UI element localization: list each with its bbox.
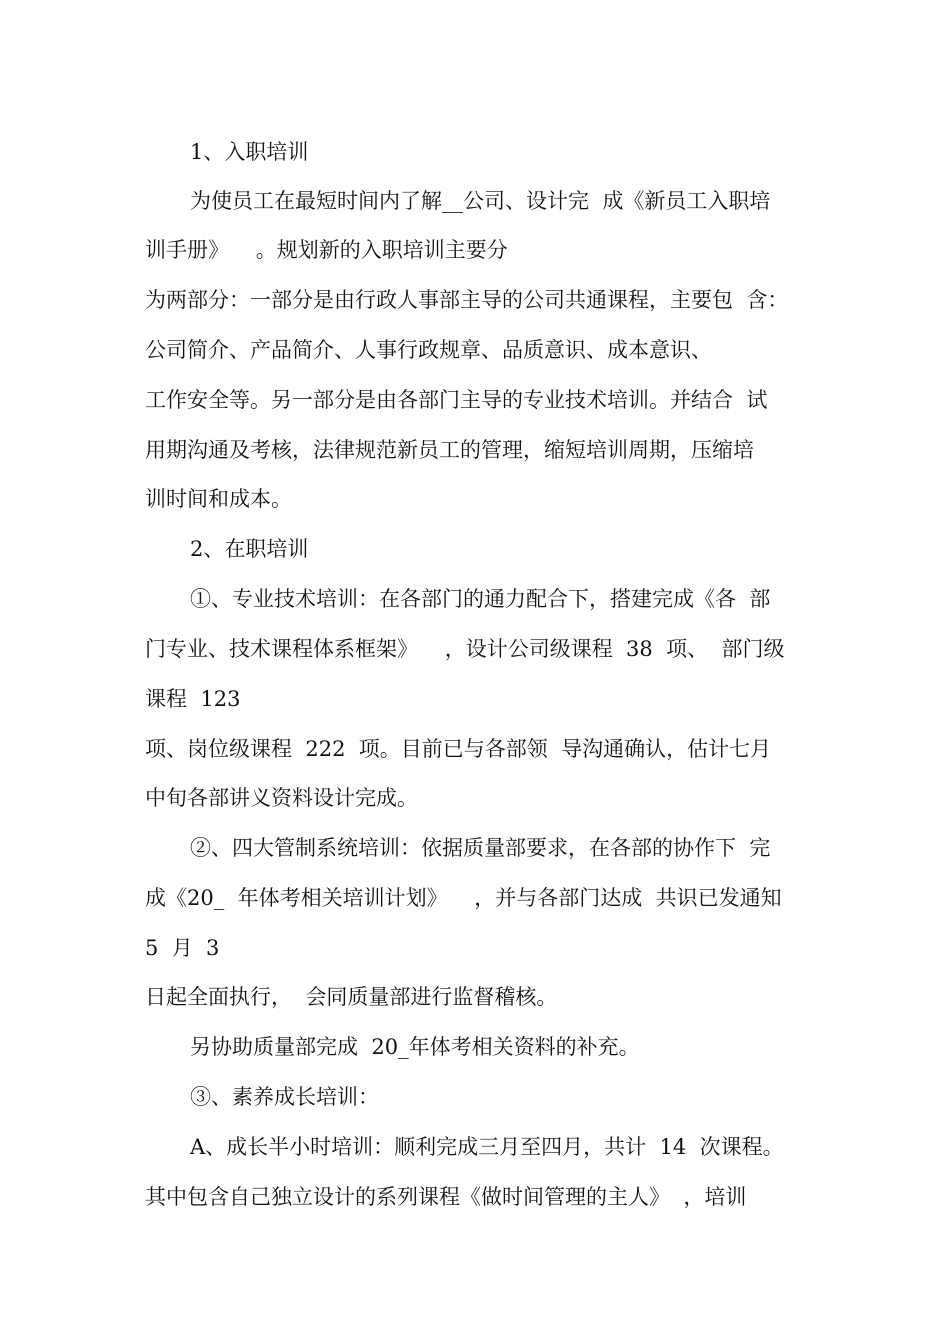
paragraph-line: 5 月 3 — [145, 936, 220, 960]
paragraph-line: 项、岗位级课程 222 项。目前已与各部领 导沟通确认，估计七月 — [145, 737, 772, 761]
heading-on-job-training: 2、在职培训 — [190, 537, 309, 561]
paragraph-line: A、成长半小时培训：顺利完成三月至四月，共计 14 次课程。 — [190, 1135, 784, 1159]
paragraph-line: 训时间和成本。 — [145, 487, 292, 511]
paragraph-line: 工作安全等。另一部分是由各部门主导的专业技术培训。并结合 试 — [145, 388, 768, 412]
paragraph-line: 为使员工在最短时间内了解__公司、设计完 成《新员工入职培 — [190, 189, 771, 213]
paragraph-line: 成《20_ 年体考相关培训计划》 ，并与各部门达成 共识已发通知 — [145, 886, 782, 910]
paragraph-line: 公司简介、产品简介、人事行政规章、品质意识、成本意识、 — [145, 338, 712, 362]
paragraph-line: ①、专业技术培训：在各部门的通力配合下，搭建完成《各 部 — [190, 587, 771, 611]
paragraph-line: 训手册》 。规划新的入职培训主要分 — [145, 238, 508, 262]
paragraph-line: 为两部分：一部分是由行政人事部主导的公司共通课程，主要包 含： — [145, 288, 789, 312]
subheading-quality-growth: ③、素养成长培训： — [190, 1085, 379, 1109]
heading-onboarding-training: 1、入职培训 — [190, 140, 309, 164]
paragraph-line: 其中包含自己独立设计的系列课程《做时间管理的主人》 ，培训 — [145, 1185, 747, 1209]
paragraph-line: 日起全面执行， 会同质量部进行监督稽核。 — [145, 985, 558, 1009]
paragraph-line: 中旬各部讲义资料设计完成。 — [145, 786, 418, 810]
paragraph-line: 另协助质量部完成 20_年体考相关资料的补充。 — [190, 1035, 640, 1059]
paragraph-line: 用期沟通及考核，法律规范新员工的管理，缩短培训周期，压缩培 — [145, 438, 754, 462]
paragraph-line: ②、四大管制系统培训：依据质量部要求，在各部的协作下 完 — [190, 836, 771, 860]
paragraph-line: 课程 123 — [145, 687, 241, 711]
paragraph-line: 门专业、技术课程体系框架》 ，设计公司级课程 38 项、 部门级 — [145, 637, 785, 661]
